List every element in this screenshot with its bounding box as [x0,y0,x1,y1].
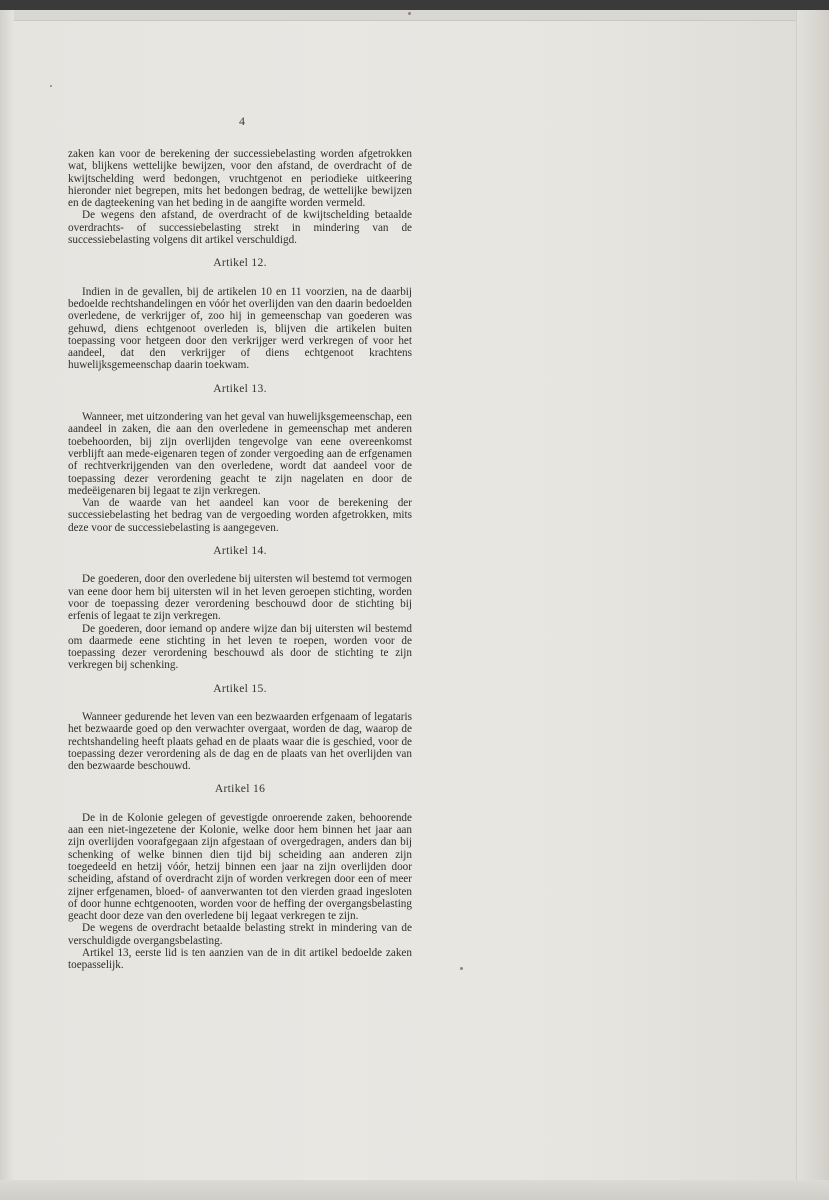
left-page-edge [0,10,14,1200]
page-top-edge [0,10,829,21]
section-artikel-13 [68,383,412,534]
bottom-page-edge [0,1180,829,1200]
paragraph: De wegens den afstand, de overdracht of de kwijtschelding betaalde overdrachts- of successiebelasting strekt in mindering van de successiebelasting volgens dit artikel verschuldigd. [68,209,412,247]
section-artikel-15 [68,683,412,773]
paragraph: De goederen, door den overledene bij uitersten wil bestemd tot vermogen van eene door hem bij uitersten wil in het leven geroepen stichting, worden voor de toepassing dezer verordening beschouwd door de stichting bij erfenis of legaat te zijn verkregen. [68,573,412,623]
paragraph: Wanneer, met uitzondering van het geval van huwelijksgemeenschap, een aandeel in zaken, die aan den overledene in gemeenschap met anderen toebehoorden, bij zijn overlijden tengevolge van eene overeenkomst verblijft aan mede-eigenaren tegen of zonder vergoeding aan de erfgenamen of rechtverkrijgenden van den overledene, wordt dat aandeel voor de toepassing dezer verordening geacht te zijn nagelaten en door de medeëigenaren bij legaat te zijn verkregen. [68,411,412,497]
article-heading: Artikel 16 [214,782,266,796]
paragraph: De in de Kolonie gelegen of gevestigde onroerende zaken, behoorende aan een niet-ingezetene der Kolonie, welke door hem binnen het jaar aan zijn overlijden voorafgegaan zijn afgestaan of overgedragen, anders dan bij schenking of welke binnen dien tijd bij scheiding aan anderen zijn toegedeeld en hetzij vóór, hetzij binnen een jaar na zijn overlijden door scheiding, afstand of overdracht zijn of worden verkregen door een of meer zijner erfgenamen, bloed- of aanverwanten tot den vierden graad ingesloten of door hunne echtgenooten, worden voor de heffing der overgangsbelasting geacht door deze van den overledene bij legaat verkregen te zijn. [68,811,412,923]
paper-speck [460,967,463,970]
section-intro [68,148,412,246]
paper-speck [50,85,52,87]
paragraph: Wanneer gedurende het leven van een bezwaarden erfgenaam of legataris het bezwaarde goed op den verwachter overgaat, worden de dag, waarop de rechtshandeling heeft plaats gehad en de plaats waar die is geschied, voor de toepassing dezer verordening als de dag en de plaats van het overlijden van den bezwaarde beschouwd. [68,710,412,773]
section-artikel-12 [68,257,412,371]
article-heading: Artikel 13. [213,381,267,395]
paragraph: Indien in de gevallen, bij de artikelen 10 en 11 voorzien, na de daarbij bedoelde rechtshandelingen en vóór het overlijden van den daarin bedoelden overledene, de verkrijger of, zoo hij in gemeenschap van goederen was gehuwd, diens echtgenoot overleden is, blijven die artikelen buiten toepassing voor hetgeen door den verkrijger werd verkregen of voor het aandeel, dat den verkrijger of diens echtgenoot krachtens huwelijksgemeenschap daarin toekwam. [68,285,412,372]
paragraph: zaken kan voor de berekening der successiebelasting worden afgetrokken wat, blijkens wettelijke bewijzen, voor den afstand, de overdracht of de kwijtschelding werd bedongen, vruchtgenot en periodieke uitkeering hieronder niet begrepen, mits het bedongen bedrag, de wettelijke bewijzen en de dagteekening van het beding in de aangifte worden vermeld. [68,148,412,210]
right-page-fold [796,10,829,1200]
paragraph: Artikel 13, eerste lid is ten aanzien van de in dit artikel bedoelde zaken toepasselijk. [68,947,412,972]
paragraph: Van de waarde van het aandeel kan voor de berekening der successiebelasting het bedrag van de vergoeding worden afgetrokken, mits deze voor de successiebelasting is aangegeven. [68,497,412,534]
document-body [68,148,412,972]
paragraph: De goederen, door iemand op andere wijze dan bij uitersten wil bestemd om daarmede eene stichting in het leven te roepen, worden voor de toepassing dezer verordening beschouwd als door de stichting te zijn verkregen bij schenking. [68,622,412,672]
paragraph: De wegens de overdracht betaalde belasting strekt in mindering van de verschuldigde overgangsbelasting. [68,922,412,947]
page-number: 4 [239,114,245,128]
section-artikel-14 [68,545,412,672]
article-heading: Artikel 15. [213,681,267,695]
paper-speck [408,12,411,15]
article-heading: Artikel 14. [213,544,267,558]
section-artikel-16 [68,783,412,971]
article-heading: Artikel 12. [213,256,267,270]
